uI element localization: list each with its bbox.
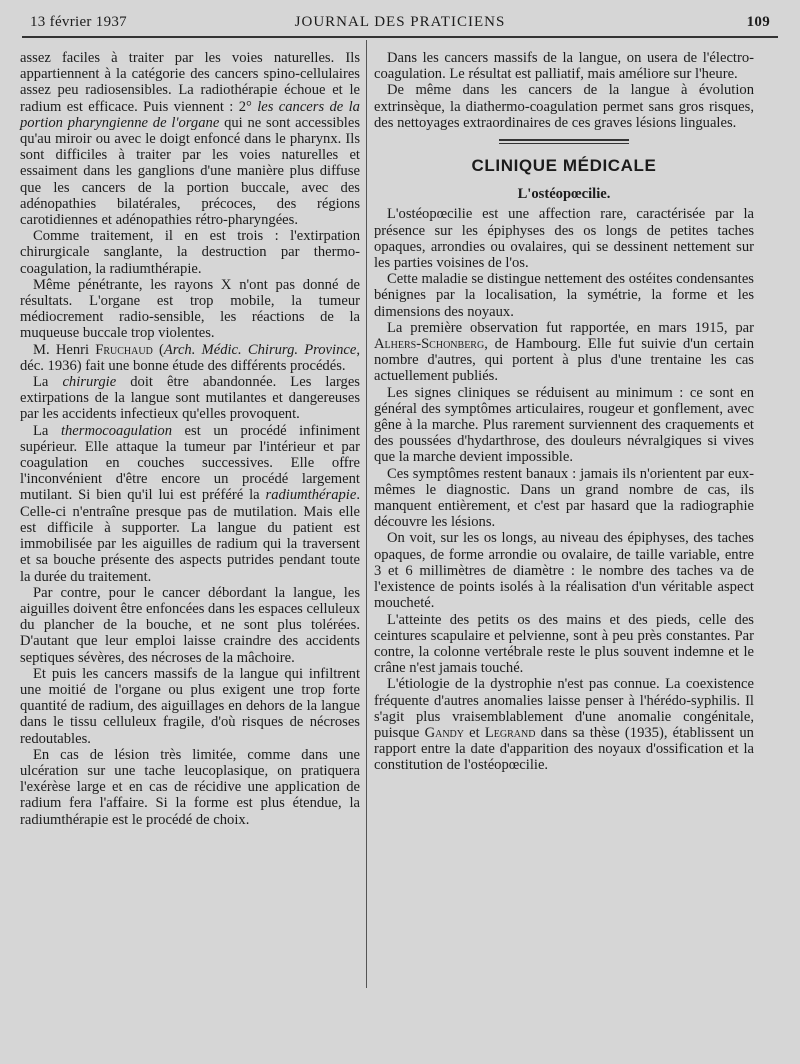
section-separator <box>499 139 629 144</box>
article-title: L'ostéopœcilie. <box>517 186 611 203</box>
paragraph: La thermocoagulation est un procédé infiniment supérieur. Elle attaque la tumeur par l'intérieur et par coagulation en couches successives. Elle offre l'inconvénient d'être encore un procédé largement mutilant. Si bien qu'il lui est préféré la radiumthérapie. Celle-ci n'entraîne presque pas de mutilation. Mais elle est difficile à supporter. La langue du patient est immobilisée par les aiguilles de radium qui la traversent et sa bouche présente des aspects putrides pendant toute la durée du traitement. <box>20 422 360 585</box>
column-divider <box>366 40 367 988</box>
paragraph: Par contre, pour le cancer débordant la langue, les aiguilles doivent être enfoncées dans les espaces celluleux du plancher de la bouche, et ne sont plus tolérées. D'autant que leur emploi laisse craindre des accidents septiques sévères, des nécroses de la mâchoire. <box>20 584 360 666</box>
paragraph: Comme traitement, il en est trois : l'extirpation chirurgicale sanglante, la destruction par thermo-coagulation, la radiumthérapie. <box>20 228 360 277</box>
paragraph: La première observation fut rapportée, en mars 1915, par Alhers-Schonberg, de Hambourg. Elle fut suivie d'un certain nombre d'autres, qui portent à plus d'une trentaine les cas actuellement publiés. <box>374 319 754 385</box>
paragraph: Les signes cliniques se réduisent au minimum : ce sont en général des symptômes articulaires, rougeur et gonflement, avec gêne à la marche. Plus rarement surviennent des craquements et des poussées d'hydarthrose, des douleurs névralgiques si vives que la marche devient impossible. <box>374 384 754 466</box>
paragraph: La chirurgie doit être abandonnée. Les larges extirpations de la langue sont mutilantes et dangereuses par les accidents infectieux qu'elles provoquent. <box>20 374 360 423</box>
header-rule <box>22 36 778 38</box>
paragraph: Ces symptômes restent banaux : jamais ils n'orientent par eux-mêmes le diagnostic. Dans un grand nombre de cas, ils manquent entièrement, et c'est par hasard que la radiographie découvre les lésions. <box>374 465 754 531</box>
running-header <box>30 14 770 34</box>
paragraph: Dans les cancers massifs de la langue, on usera de l'électro-coagulation. Le résultat est palliatif, mais améliore sur l'heure. <box>374 50 754 83</box>
paragraph: En cas de lésion très limitée, comme dans une ulcération sur une tache leucoplasique, on pratiquera l'exérèse large et en cas de récidive une application de radium fera l'affaire. Si la forme est plus étendue, la radiumthérapie est le procédé de choix. <box>20 746 360 828</box>
paragraph: L'atteinte des petits os des mains et des pieds, celle des ceintures scapulaire et pelvienne, sont à peu près constantes. Par contre, la colonne vertébrale reste le plus souvent indemne et le crâne n'est jamais touché. <box>374 611 754 677</box>
right-column <box>374 50 754 774</box>
paragraph: L'ostéopœcilie est une affection rare, caractérisée par la présence sur les épiphyses des os longs de petites taches opaques, arrondies ou ovalaires, qui se dessinent nettement sur les parties voisines de l'os. <box>374 206 754 272</box>
left-column <box>20 50 360 828</box>
paragraph: L'étiologie de la dystrophie n'est pas connue. La coexistence fréquente d'autres anomalies laisse penser à l'hérédo-syphilis. Il s'agit plus vraisemblablement d'une anomalie congénitale, puisque Gandy et Legrand dans sa thèse (1935), établissent un rapport entre la date d'apparition des noyaux d'ossification et la constitution de l'ostéopœcilie. <box>374 676 754 774</box>
paragraph: M. Henri Fruchaud (Arch. Médic. Chirurg. Province, déc. 1936) fait une bonne étude des différents procédés. <box>20 341 360 374</box>
paragraph: Et puis les cancers massifs de la langue qui infiltrent une moitié de l'organe ou plus exigent une trop forte quantité de radium, des aiguillages en dehors de la langue dans le tissu celluleux fragile, d'où risques de nécroses redoutables. <box>20 665 360 747</box>
paragraph: Même pénétrante, les rayons X n'ont pas donné de résultats. L'organe est trop mobile, la tumeur médiocrement radio-sensible, les réactions de la muqueuse buccale trop violentes. <box>20 276 360 342</box>
paragraph: Cette maladie se distingue nettement des ostéites condensantes bénignes par la localisation, la symétrie, la forme et les dimensions des noyaux. <box>374 271 754 320</box>
issue-date: 13 février 1937 <box>30 14 127 30</box>
journal-title: JOURNAL DES PRATICIENS <box>294 14 506 30</box>
section-title: CLINIQUE MÉDICALE <box>471 156 657 176</box>
paragraph: assez faciles à traiter par les voies naturelles. Ils appartiennent à la catégorie des cancers spino-cellulaires assez peu radiosensibles. La radiothérapie échoue et le radium est efficace. Puis viennent : 2° les cancers de la portion pharyngienne de l'organe qui ne sont accessibles qu'au miroir ou avec le doigt enfoncé dans le pharynx. Ils sont difficiles à traiter par les voies naturelles et essaiment dans les ganglions d'une manière plus diffuse que les cancers de la portion buccale, avec des adénopathies bilatérales, précoces, des régions carotidiennes et adénopathies rétro-pharyngées. <box>20 50 360 229</box>
paragraph: On voit, sur les os longs, au niveau des épiphyses, des taches opaques, de forme arrondie ou ovalaire, de taille variable, entre 3 et 6 millimètres de diamètre : le nombre des taches va de l'existence de points isolés à la réalisation d'un véritable aspect moucheté. <box>374 530 754 612</box>
page-number: 109 <box>746 14 770 30</box>
paragraph: De même dans les cancers de la langue à évolution extrinsèque, la diathermo-coagulation permet sans gros risques, des nettoyages extraordinaires de ces graves lésions linguales. <box>374 82 754 131</box>
